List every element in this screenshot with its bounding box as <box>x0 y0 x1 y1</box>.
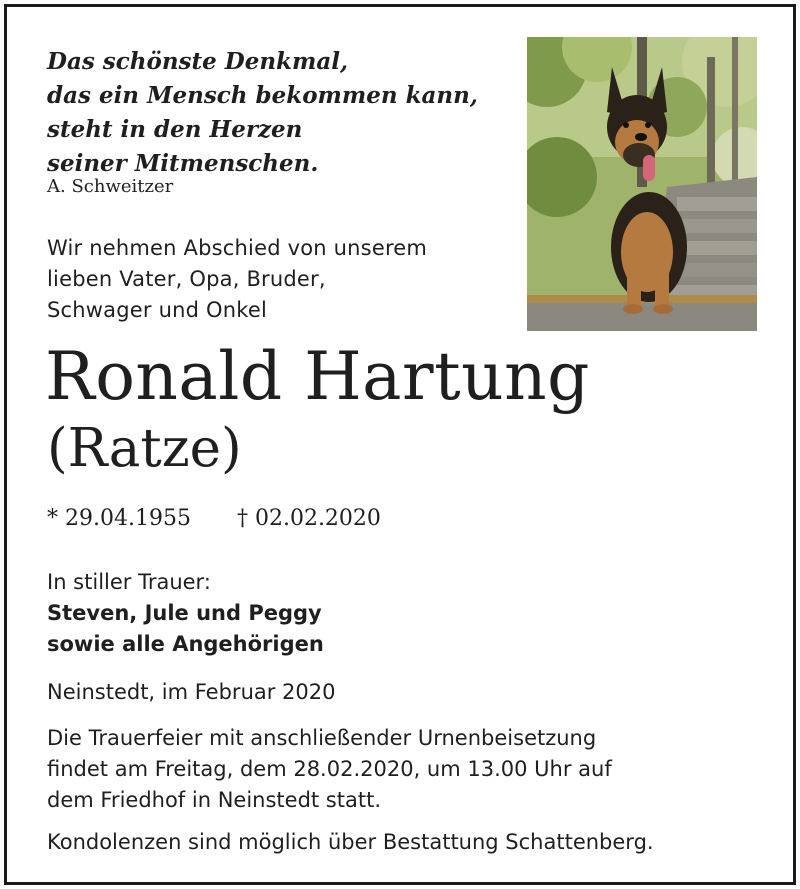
mourning-label: In stiller Trauer: <box>47 570 211 594</box>
intro-line: Schwager und Onkel <box>47 298 268 322</box>
mourner-line: Steven, Jule und Peggy <box>47 601 322 625</box>
quote-author: A. Schweitzer <box>47 176 174 197</box>
mourner-line: sowie alle Angehörigen <box>47 632 324 656</box>
quote-line: das ein Mensch bekommen kann, <box>47 82 478 109</box>
quote-line: seiner Mitmenschen. <box>47 150 319 177</box>
quote-line: steht in den Herzen <box>47 116 303 143</box>
birth-date: * 29.04.1955 <box>47 506 191 531</box>
dog-photo <box>527 37 757 331</box>
funeral-details <box>47 723 612 816</box>
intro-line: lieben Vater, Opa, Bruder, <box>47 267 326 291</box>
deceased-name: Ronald Hartung <box>45 338 590 415</box>
farewell-intro <box>47 233 427 326</box>
funeral-line: findet am Freitag, dem 28.02.2020, um 13.00 Uhr auf <box>47 757 612 781</box>
quote-line: Das schönste Denkmal, <box>47 48 348 75</box>
condolence-note: Kondolenzen sind möglich über Bestattung Schattenberg. <box>47 830 654 854</box>
death-date: † 02.02.2020 <box>236 506 381 531</box>
memorial-quote <box>47 45 478 181</box>
deceased-nickname: (Ratze) <box>47 418 242 479</box>
obituary-notice <box>4 4 796 885</box>
life-dates <box>47 504 381 534</box>
funeral-line: dem Friedhof in Neinstedt statt. <box>47 788 381 812</box>
funeral-line: Die Trauerfeier mit anschließender Urnenbeisetzung <box>47 726 597 750</box>
intro-line: Wir nehmen Abschied von unserem <box>47 236 428 260</box>
mourners-list <box>47 598 324 660</box>
place-and-date: Neinstedt, im Februar 2020 <box>47 680 336 704</box>
